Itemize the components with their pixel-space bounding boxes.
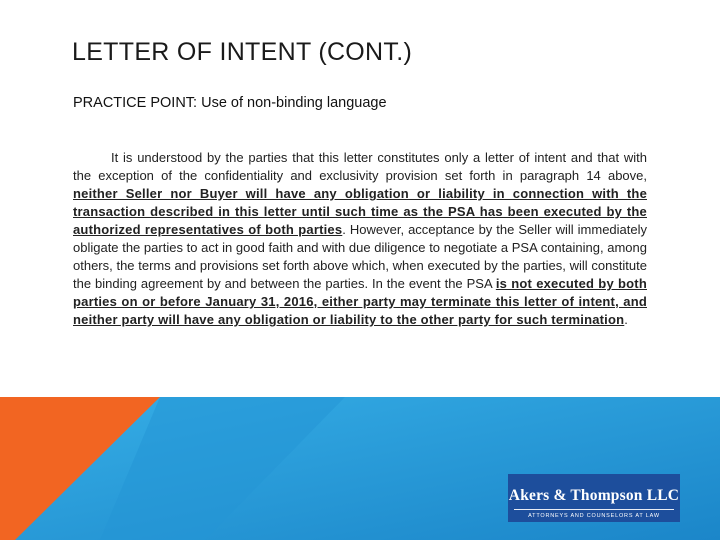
paragraph-underline-2: is not executed by both parties on or before January 31, 2016, either party may terminate this letter of intent, and neither party will have any obligation or liability to the other party for such termination (73, 276, 647, 327)
paragraph-part-1: It is understood by the parties that this letter constitutes only a letter of intent and that with the exception of the confidentiality and exclusivity provision set forth in paragraph 14 above, (73, 150, 647, 183)
firm-logo-divider (514, 509, 674, 510)
paragraph-underline-1: neither Seller nor Buyer will have any obligation or liability in connection with the transaction described in this letter until such time as the PSA has been executed by the authorized representatives of both parties (73, 186, 647, 237)
practice-point-subtitle: PRACTICE POINT: Use of non-binding language (73, 95, 387, 111)
firm-logo (508, 474, 680, 522)
paragraph-part-3: . (624, 312, 628, 327)
paragraph-part-2: . However, acceptance by the Seller will immediately obligate the parties to act in good faith and with due diligence to negotiate a PSA containing, among others, the terms and provisions set forth above which, when executed by the parties, will constitute the binding agreement by and between the parties. In the event the PSA (73, 222, 647, 291)
firm-logo-name: Akers & Thompson LLC (508, 487, 680, 504)
body-paragraph (73, 149, 647, 329)
firm-logo-tagline: ATTORNEYS AND COUNSELORS AT LAW (528, 513, 660, 519)
slide-title: LETTER OF INTENT (CONT.) (72, 38, 413, 66)
